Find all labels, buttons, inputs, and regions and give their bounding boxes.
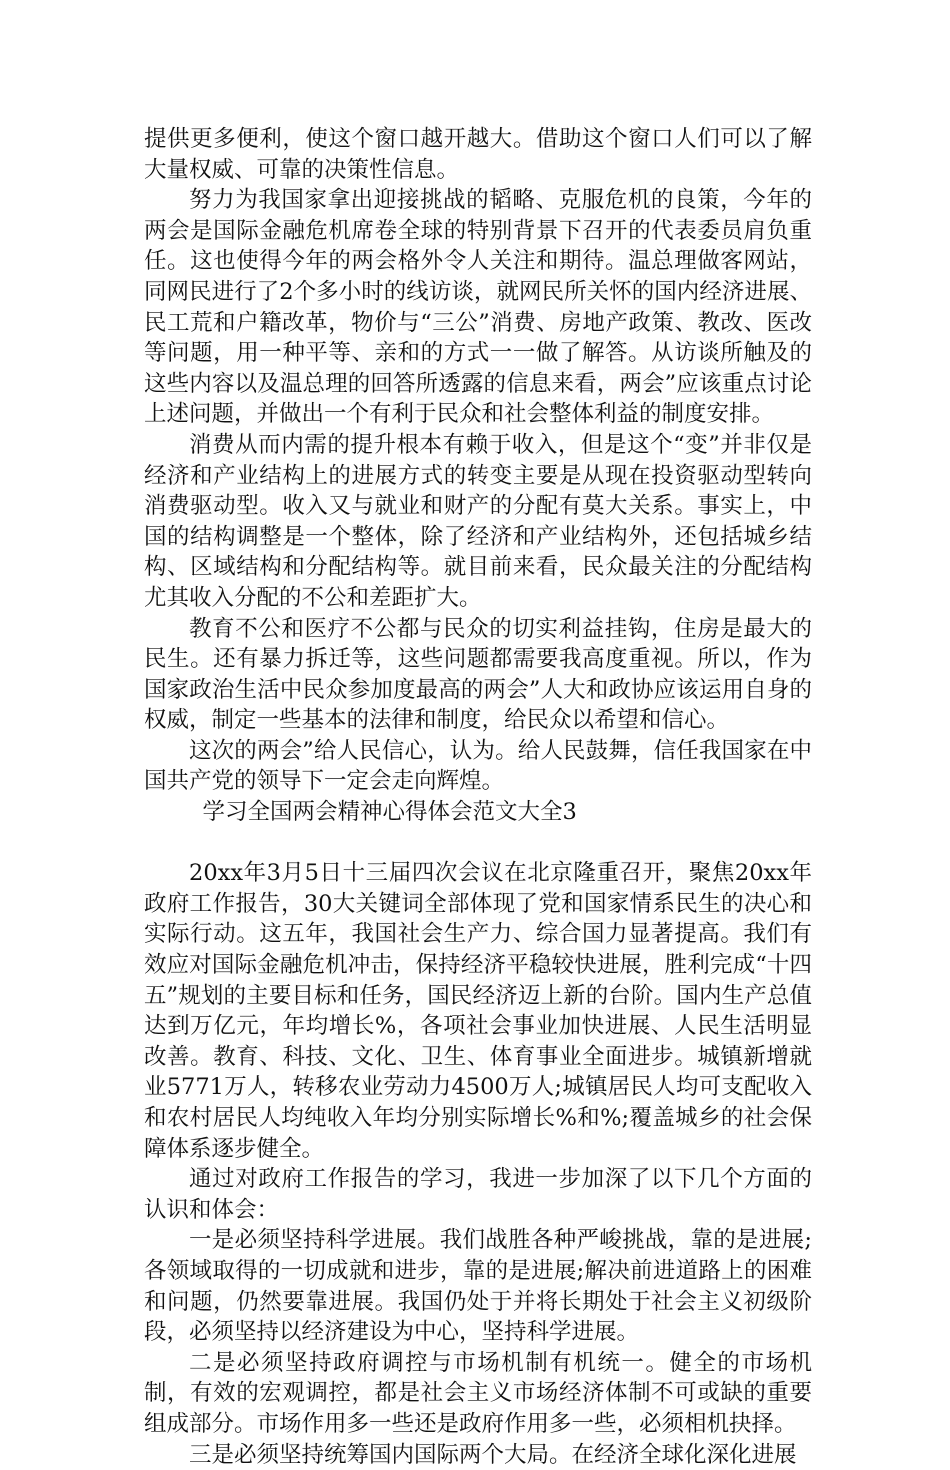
paragraph-truncated: 三是必须坚持统筹国内国际两个大局。在经济全球化深化进展 bbox=[189, 1441, 797, 1468]
paragraph-continued: 提供更多便利，使这个窗口越开越大。借助这个窗口人们可以了解大量权威、可靠的决策性信息。 bbox=[144, 126, 812, 183]
paragraph: 二是必须坚持政府调控与市场机制有机统一。健全的市场机制，有效的宏观调控，都是社会主义市场经济体制不可或缺的重要组成部分。市场作用多一些还是政府作用多一些，必须相机抉择。 bbox=[144, 1349, 812, 1437]
blank-line bbox=[144, 828, 812, 859]
paragraph: 一是必须坚持科学进展。我们战胜各种严峻挑战，靠的是进展;各领域取得的一切成就和进步，靠的是进展;解决前进道路上的困难和问题，仍然要靠进展。我国仍处于并将长期处于社会主义初级阶段，必须坚持以经济建设为中心，坚持科学进展。 bbox=[144, 1227, 812, 1346]
paragraph: 努力为我国家拿出迎接挑战的韬略、克服危机的良策，今年的两会是国际金融危机席卷全球的特别背景下召开的代表委员肩负重任。这也使得今年的两会格外令人关注和期待。温总理做客网站，同网民进行了2个多小时的线访谈，就网民所关怀的国内经济进展、民工荒和户籍改革，物价与“三公”消费、房地产政策、教改、医改等问题，用一种平等、亲和的方式一一做了解答。从访谈所触及的这些内容以及温总理的回答所透露的信息来看，两会”应该重点讨论上述问题，并做出一个有利于民众和社会整体利益的制度安排。 bbox=[144, 187, 812, 428]
paragraph: 教育不公和医疗不公都与民众的切实利益挂钩，住房是最大的民生。还有暴力拆迁等，这些问题都需要我高度重视。所以，作为国家政治生活中民众参加度最高的两会”人大和政协应该运用自身的权威，制定一些基本的法律和制度，给民众以希望和信心。 bbox=[144, 615, 812, 734]
paragraph: 20xx年3月5日十三届四次会议在北京隆重召开，聚焦20xx年政府工作报告，30大关键词全部体现了党和国家情系民生的决心和实际行动。这五年，我国社会生产力、综合国力显著提高。我们有效应对国际金融危机冲击，保持经济平稳较快进展，胜利完成“十四五”规划的主要目标和任务，国民经济迈上新的台阶。国内生产总值达到万亿元，年均增长%，各项社会事业加快进展、人民生活明显改善。教育、科技、文化、卫生、体育事业全面进步。城镇新增就业5771万人，转移农业劳动力4500万人;城镇居民人均可支配收入和农村居民人均纯收入年均分别实际增长%和%;覆盖城乡的社会保障体系逐步健全。 bbox=[144, 860, 812, 1162]
section-heading: 学习全国两会精神心得体会范文大全3 bbox=[202, 799, 577, 826]
paragraph: 这次的两会”给人民信心，认为。给人民鼓舞，信任我国家在中国共产党的领导下一定会走向辉煌。 bbox=[144, 737, 812, 795]
document-body bbox=[144, 124, 812, 1470]
paragraph: 消费从而内需的提升根本有赖于收入，但是这个“变”并非仅是经济和产业结构上的进展方式的转变主要是从现在投资驱动型转向消费驱动型。收入又与就业和财产的分配有莫大关系。事实上，中国的结构调整是一个整体，除了经济和产业结构外，还包括城乡结构、区域结构和分配结构等。就目前来看，民众最关注的分配结构尤其收入分配的不公和差距扩大。 bbox=[144, 431, 812, 611]
paragraph: 通过对政府工作报告的学习，我进一步加深了以下几个方面的认识和体会： bbox=[144, 1166, 812, 1223]
